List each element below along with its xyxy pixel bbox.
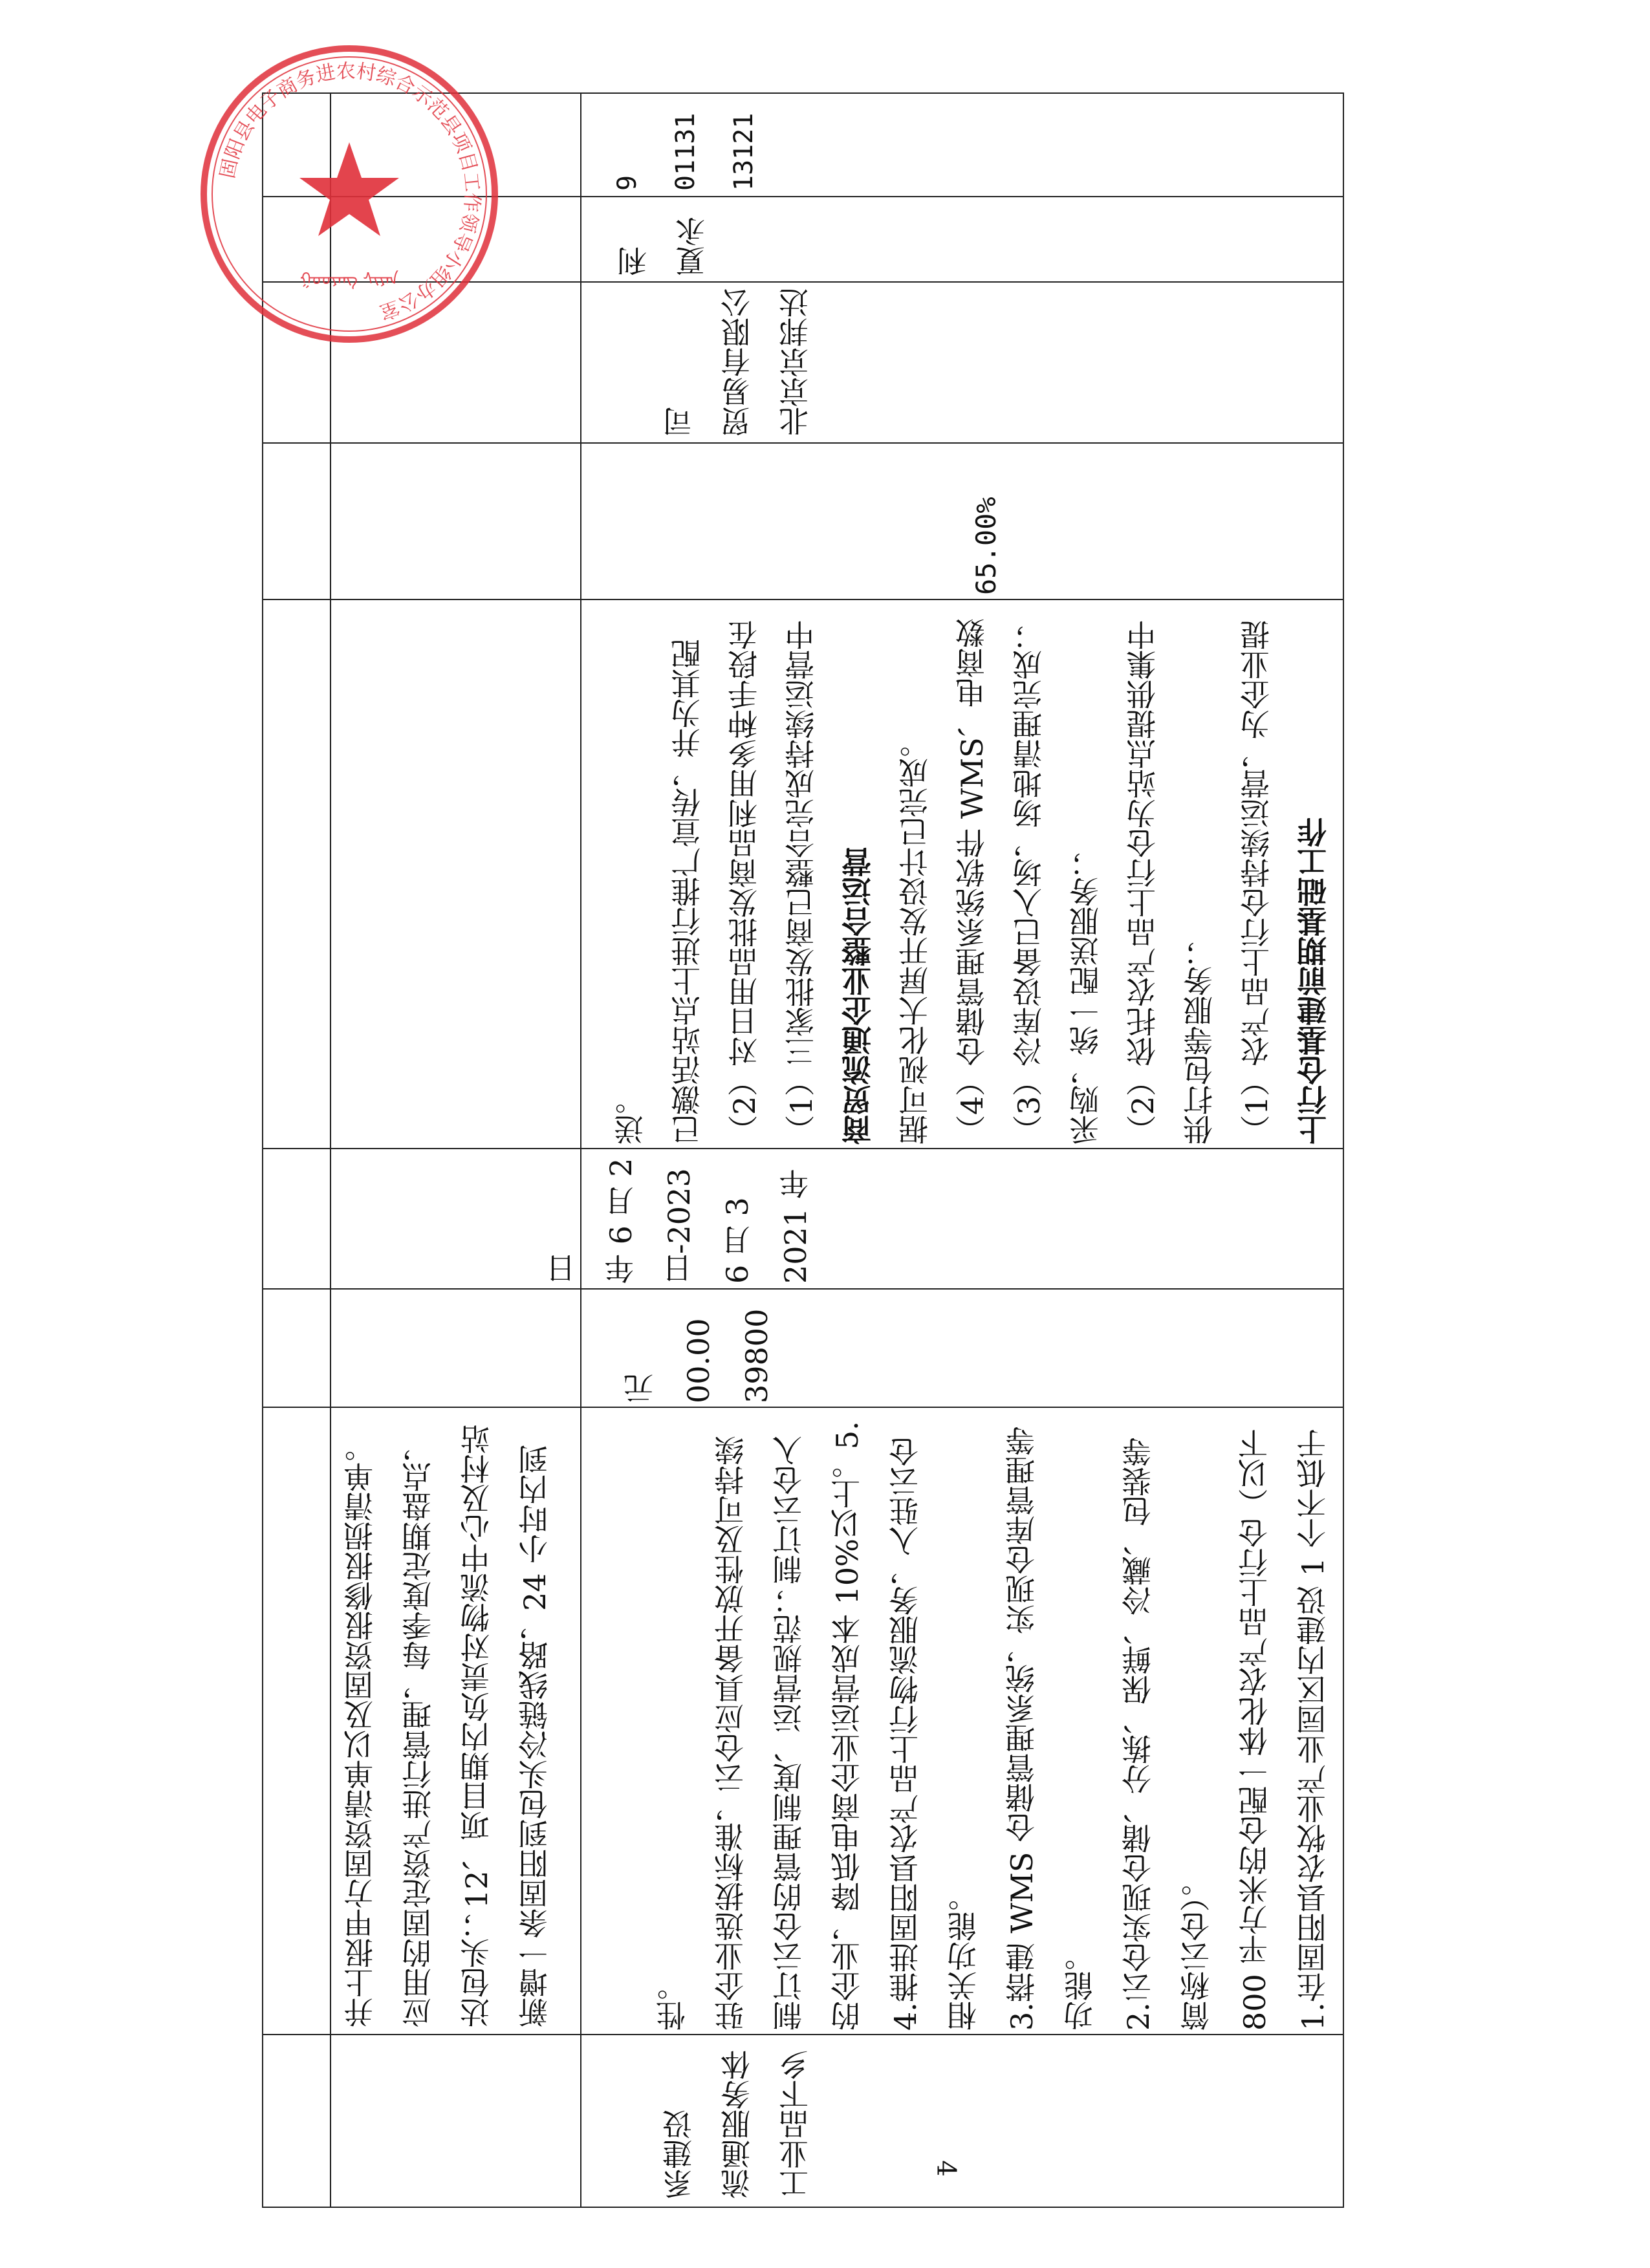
period-cell: 2021 年 6 月 3 日-2023 年 6 月 2 日 <box>545 1158 813 1284</box>
progress-cell <box>592 605 1342 1145</box>
official-seal-stamp <box>194 39 505 349</box>
amount-cell: 3980000.00元 <box>623 1308 774 1403</box>
table-col-line-2 <box>580 92 581 2207</box>
content-item-1: 1.在固阳县农牧业产业园区内建设 1 个不低于 800 平方米的仓配一体化农产品上行仓（以下简称云仓）。 <box>1179 1429 1330 2031</box>
content-item-2: 2.云仓实现仓储、分拣、保鲜、冷藏、包装等功能。 <box>1063 1437 1156 2031</box>
progress-heading-1: 上行仓基建前期基础工作 <box>1296 817 1331 1145</box>
prev-row-text: 新增一条固阳到包头冷链线路，24 小时内到达包头；12、项目期内负责对物流中心及村站应用的固定资产进行管理，每季度定期盘点，并上报甲方固资清单以及固资报修报损清单。 <box>343 1424 552 2027</box>
table-line-progress <box>262 599 1344 600</box>
completion-cell: 65.00% <box>970 497 1002 595</box>
table-border-bottom <box>262 2207 1344 2208</box>
progress-item-5: （1）三家批发商已整合完成持续运营中 <box>784 620 819 1145</box>
seal-text: 固阳县电子商务进农村综合示范县项目工作领导小组办公室 <box>216 59 484 324</box>
table-line-amount <box>262 1288 1344 1290</box>
table-line-project <box>262 2034 1344 2035</box>
seal-mongolian-text: ᠭᠤᠤᠶᠠᠩ ᠰᠢᠶᠠᠨ <box>299 270 399 289</box>
progress-item-6: （2）对日用品批发商品利用多种手段在已激活站点上进行推广宣传，并为其配送。 <box>613 620 762 1145</box>
content-item-3: 3.搭建 WMS 仓储管理系统，实现仓库管理等相关功能。 <box>946 1425 1039 2031</box>
seal-star-icon <box>299 142 399 236</box>
progress-item-2: （2）依托农产品上行仓为站点提供集中采购，统一配送服务； <box>1069 620 1160 1145</box>
progress-heading-2: 商贸流通企业整合运营 <box>841 847 876 1145</box>
page-number: 4 <box>931 2160 961 2177</box>
table-line-content <box>262 1407 1344 1408</box>
table-line-completion <box>262 442 1344 444</box>
progress-item-3: （3）冷库设备已入场，场地清理完成； <box>1012 620 1047 1145</box>
phone-cell: 13121011319 <box>613 113 759 191</box>
content-cell <box>592 1416 1342 2031</box>
progress-item-4: （4）仓储管理系统软件 WMS、电商数据可视化大屏开发设计已完成。 <box>898 618 990 1145</box>
table-line-period <box>262 1148 1344 1149</box>
project-name-cell: 工业品下乡流通服务体系建设 <box>662 2050 813 2199</box>
contact-cell: 夏永利 <box>616 217 710 276</box>
table-border-left <box>262 92 263 2207</box>
table-border-right <box>1343 92 1344 2207</box>
content-item-4: 4.推进固阳县农产品上行物流服务，入驻云仓的企业，降低电商企业运营成本 10%以上。5.制订云仓的管理制度、运营规范；制订云仓入驻企业选拔标准，云仓应具备开放性及可持续性。 <box>655 1421 923 2031</box>
company-cell: 北京京邦达贸易有限公司 <box>662 288 813 437</box>
progress-item-1: （1）农产品上行仓持续运营，为企业提供打包等服务； <box>1182 620 1274 1145</box>
